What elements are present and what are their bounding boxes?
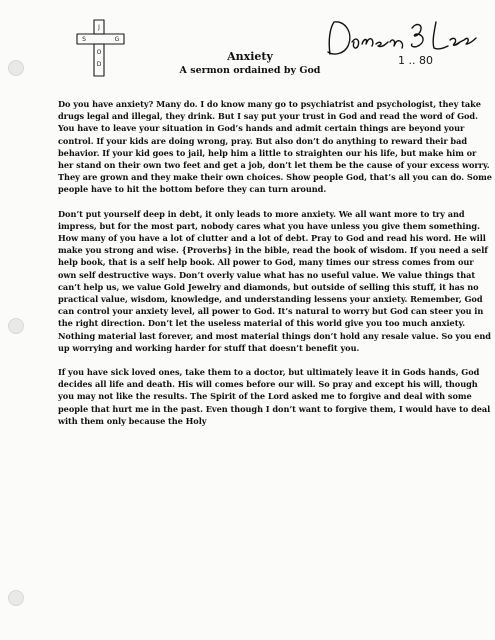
emblem-letter-d: D (96, 61, 102, 68)
cross-emblem-icon (74, 18, 128, 80)
binder-hole (8, 590, 24, 606)
emblem-letter-s: S (82, 36, 86, 43)
emblem-letter-g: G (114, 36, 120, 43)
emblem-letter-o: O (96, 49, 102, 56)
binder-hole (8, 60, 24, 76)
signature-date: 1 .. 80 (398, 54, 433, 67)
paragraph: If you have sick loved ones, take them to a doctor, but ultimately leave it in Gods hands, God decides all life and death. His will comes before our will. So pray and except his will, though you may not like the results. The Spirit of the Lord asked me to forgive and deal with some people that hurt me in the past. Even though I don’t want to forgive them, I would have to deal with them only because the Holy (58, 367, 491, 426)
page-subtitle: A sermon ordained by God (179, 65, 321, 76)
page-title: Anxiety (227, 50, 273, 63)
sermon-body (58, 98, 492, 439)
binder-hole (8, 318, 24, 334)
paragraph: Don’t put yourself deep in debt, it only leads to more anxiety. We all want more to try and impress, but for the most part, nobody cares what you have unless you give them something. How many of you have a lot of clutter and a lot of debt. Pray to God and read his word. He will make you strong and wise. {Proverbs} in the bible, read the book of wisdom. If you need a self help book, that is a self help book. All power to God, many times our stress comes from our own self destructive ways. Don’t overly value what has no useful value. We value things that can’t help us, we value Gold Jewelry and diamonds, but outside of selling this stuff, it has no practical value, wisdom, knowledge, and understanding lessens your anxiety. Remember, God can control your anxiety level, all power to God. It’s natural to worry but God can steer you in the right direction. Don’t let the useless material of this world give you too much anxiety. Nothing material last forever, and most material things don’t hold any resale value. So you end up worrying and working harder for stuff that doesn’t benefit you. (58, 208, 491, 353)
paragraph: Do you have anxiety? Many do. I do know many go to psychiatrist and psychologist, they take drugs legal and illegal, they drink. But I say put your trust in God and read the word of God. You have to leave your situation in God’s hands and admit certain things are beyond your control. If your kids are doing wrong, pray. But also don’t do anything to reward their bad behavior. If your kid goes to jail, help him a little to straighten our his life, but make him or her stand on their own two feet and get a job, don’t let them be the cause of your excess worry. They are grown and they make their own choices. Show people God, that’s all you can do. Some people have to hit the bottom before they can turn around. (58, 99, 492, 195)
emblem-letter-j: J (98, 24, 100, 31)
